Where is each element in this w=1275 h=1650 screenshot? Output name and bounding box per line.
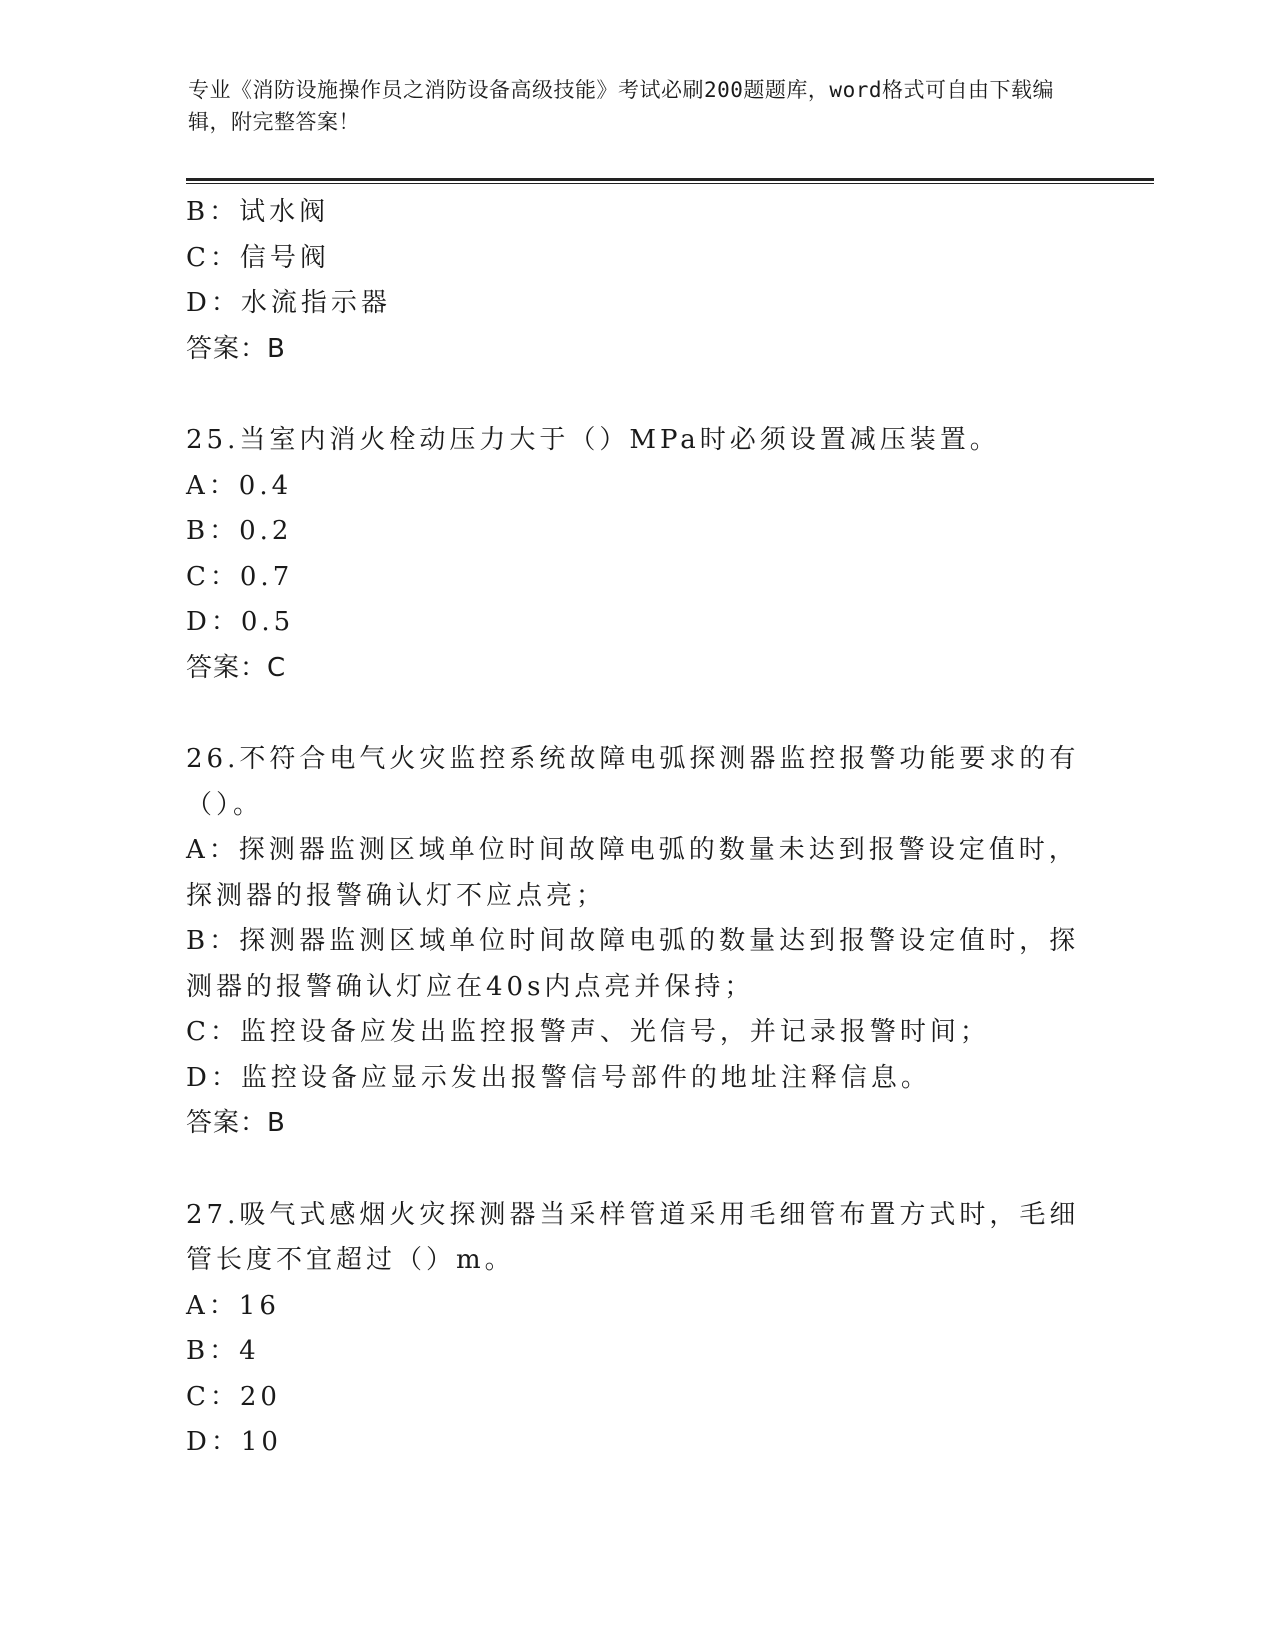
question-25 bbox=[186, 418, 1086, 691]
option-b: B：探测器监测区域单位时间故障电弧的数量达到报警设定值时，探测器的报警确认灯应在40s内点亮并保持； bbox=[186, 926, 1080, 1002]
option-d: D：10 bbox=[186, 1427, 282, 1457]
option-c: C：0.7 bbox=[186, 561, 294, 592]
option-d: D：监控设备应显示发出报警信号部件的地址注释信息。 bbox=[186, 1062, 931, 1093]
header-rule-thin bbox=[186, 183, 1154, 184]
answer: 答案：B bbox=[186, 333, 286, 364]
option-b: B：0.2 bbox=[186, 516, 293, 546]
question-text: 26.不符合电气火灾监控系统故障电弧探测器监控报警功能要求的有（）。 bbox=[186, 744, 1080, 820]
option-c: C：监控设备应发出监控报警声、光信号，并记录报警时间； bbox=[186, 1017, 990, 1047]
question-text: 27.吸气式感烟火灾探测器当采样管道采用毛细管布置方式时，毛细管长度不宜超过（）m。 bbox=[186, 1199, 1080, 1275]
option-b: B：试水阀 bbox=[186, 197, 330, 227]
question-text: 25.当室内消火栓动压力大于（）MPa时必须设置减压装置。 bbox=[186, 425, 1000, 455]
option-a: A：16 bbox=[186, 1290, 280, 1321]
document-header: 专业《消防设施操作员之消防设备高级技能》考试必刷200题题库，word格式可自由下载编辑，附完整答案！ bbox=[188, 78, 1054, 134]
option-a: A：0.4 bbox=[186, 470, 293, 501]
header-rule bbox=[186, 178, 1154, 181]
option-d: D：水流指示器 bbox=[186, 288, 391, 318]
option-c: C：信号阀 bbox=[186, 242, 330, 273]
option-a: A：探测器监测区域单位时间故障电弧的数量未达到报警设定值时，探测器的报警确认灯不应点亮； bbox=[186, 835, 1079, 911]
option-b: B：4 bbox=[186, 1336, 260, 1366]
answer: 答案：C bbox=[186, 652, 287, 683]
question-27 bbox=[186, 1193, 1086, 1466]
option-c: C：20 bbox=[186, 1381, 281, 1412]
option-d: D：0.5 bbox=[186, 607, 295, 637]
question-list bbox=[186, 190, 1086, 1466]
question-26 bbox=[186, 737, 1086, 1147]
question-24 bbox=[186, 190, 1086, 372]
answer: 答案：B bbox=[186, 1108, 286, 1138]
